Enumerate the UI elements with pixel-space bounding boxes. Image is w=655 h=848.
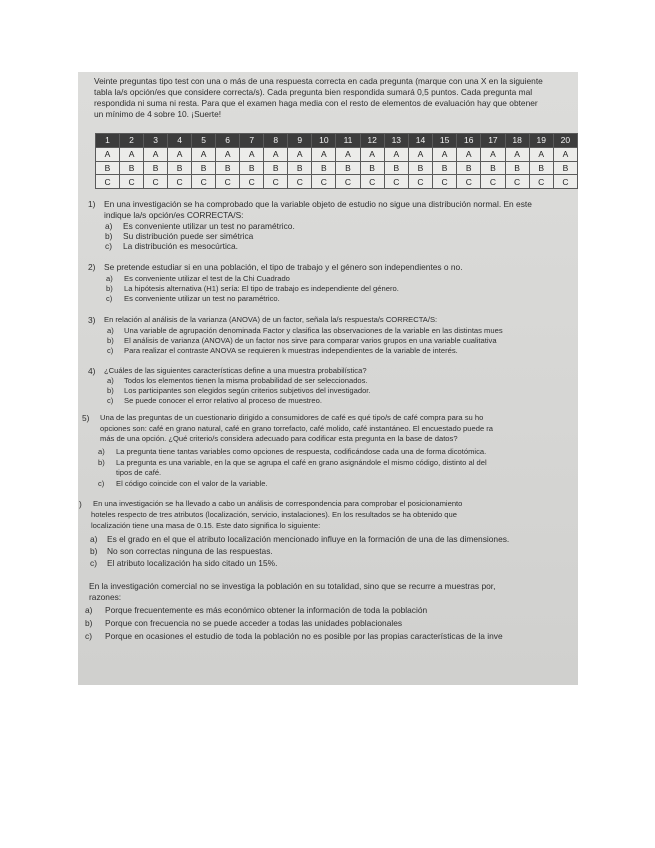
answer-cell[interactable]: A [336,147,360,161]
answer-cell[interactable]: A [168,147,192,161]
answer-cell[interactable]: C [168,175,192,189]
option-letter: b) [107,386,114,395]
answer-cell[interactable]: B [264,161,288,175]
question-number-cell: 13 [384,134,408,148]
intro-line: Veinte preguntas tipo test con una o más de una respuesta correcta en cada pregunta (marque con una X en la siguiente [94,76,543,86]
question-number-cell: 9 [288,134,312,148]
answer-row [96,175,578,189]
answer-cell[interactable]: B [168,161,192,175]
option-text: Porque en ocasiones el estudio de toda la población no es posible por las propias características de la inve [105,631,503,641]
answer-cell[interactable]: A [264,147,288,161]
question-number: 5) [82,413,90,423]
answer-cell[interactable]: A [96,147,120,161]
answer-cell[interactable]: A [312,147,336,161]
option-text: El análisis de varianza (ANOVA) de un factor nos sirve para comparar varios grupos en una variable cualitativa [124,336,497,345]
answer-cell[interactable]: C [553,175,577,189]
answer-cell[interactable]: C [240,175,264,189]
answer-cell[interactable]: A [240,147,264,161]
question-number-cell: 7 [240,134,264,148]
question-number-cell: 3 [144,134,168,148]
exam-sheet [78,72,578,685]
answer-cell[interactable]: A [360,147,384,161]
answer-cell[interactable]: A [120,147,144,161]
answer-cell[interactable]: B [288,161,312,175]
option-text: Se puede conocer el error relativo al proceso de muestreo. [124,396,322,405]
question-number: 4) [88,366,96,376]
answer-cell[interactable]: C [144,175,168,189]
answer-cell[interactable]: B [481,161,505,175]
option-letter: c) [105,241,112,251]
answer-cell[interactable]: A [192,147,216,161]
option-text: Es conveniente utilizar el test de la Chi Cuadrado [124,274,290,283]
answer-cell[interactable]: C [529,175,553,189]
answer-cell[interactable]: B [433,161,457,175]
question-number-cell: 8 [264,134,288,148]
question-stem: más de una opción. ¿Qué criterio/s considera adecuado para codificar esta pregunta en la base de datos? [100,434,458,443]
question-number-cell: 19 [529,134,553,148]
option-text: La pregunta es una variable, en la que se agrupa el café en grano asignándole el mismo código, distinto al del [116,458,487,467]
answer-cell[interactable]: B [457,161,481,175]
option-text: Porque frecuentemente es más económico obtener la información de toda la población [105,605,428,615]
question-stem: En la investigación comercial no se investiga la población en su totalidad, sino que se recurre a muestras por, [89,581,496,591]
answer-cell[interactable]: A [408,147,432,161]
option-letter: a) [98,447,105,456]
question-number-cell: 14 [408,134,432,148]
answer-cell[interactable]: C [120,175,144,189]
option-text: La pregunta tiene tantas variables como opciones de respuesta, codificándose cada una de forma dicotómica. [116,447,487,456]
option-letter: c) [107,396,114,405]
answer-cell[interactable]: C [216,175,240,189]
question-stem: Se pretende estudiar si en una población, el tipo de trabajo y el género son independientes o no. [104,262,463,272]
option-letter: a) [90,534,98,544]
answer-cell[interactable]: B [360,161,384,175]
answer-cell[interactable]: C [433,175,457,189]
question-number-cell: 4 [168,134,192,148]
question-number-cell: 15 [433,134,457,148]
question-stem: Una de las preguntas de un cuestionario dirigido a consumidores de café es qué tipo/s de café compra para su ho [100,413,484,422]
question-number-cell: 11 [336,134,360,148]
question-number: ) [79,499,82,509]
answer-cell[interactable]: B [336,161,360,175]
answer-cell[interactable]: C [384,175,408,189]
option-text: El atributo localización ha sido citado un 15%. [107,558,278,568]
option-letter: c) [90,558,97,568]
answer-row [96,147,578,161]
question-number: 2) [88,262,96,272]
intro-line: respondida ni suma ni resta. Para que el examen haga media con el resto de elementos de evaluación hay que obtener [94,98,538,108]
option-letter: a) [107,326,114,335]
question-stem: En una investigación se ha llevado a cabo un análisis de correspondencia para comprobar el posicionamiento [93,499,463,508]
option-letter: b) [85,618,93,628]
question-stem: opciones son: café en grano natural, café en grano torrefacto, café molido, café instantáneo. El encuestado puede ra [100,424,494,433]
answer-cell[interactable]: C [312,175,336,189]
answer-cell[interactable]: C [336,175,360,189]
option-letter: a) [85,605,93,615]
answer-cell[interactable]: A [505,147,529,161]
question-stem: localización tiene una masa de 0.15. Este dato significa lo siguiente: [91,521,321,530]
answer-cell[interactable]: B [384,161,408,175]
option-letter: a) [105,221,113,231]
question-number-cell: 18 [505,134,529,148]
answer-cell[interactable]: C [192,175,216,189]
question-number-cell: 1 [96,134,120,148]
answer-cell[interactable]: C [288,175,312,189]
option-letter: a) [106,274,113,283]
option-text: El código coincide con el valor de la variable. [116,479,268,488]
answer-cell[interactable]: C [457,175,481,189]
answer-cell[interactable]: B [312,161,336,175]
question-number-cell: 5 [192,134,216,148]
answer-cell[interactable]: B [96,161,120,175]
answer-cell[interactable]: A [433,147,457,161]
question-stem: En una investigación se ha comprobado que la variable objeto de estudio no sigue una distribución normal. En este [104,199,532,209]
answer-cell[interactable]: B [529,161,553,175]
option-text: Una variable de agrupación denominada Factor y clasifica las observaciones de la variable en las distintas mues [124,326,503,335]
answer-cell[interactable]: C [481,175,505,189]
question-stem: indique la/s opción/es CORRECTA/S: [104,210,244,220]
question-number: 3) [88,315,96,325]
answer-cell[interactable]: A [529,147,553,161]
question-number-cell: 2 [120,134,144,148]
answer-cell[interactable]: C [505,175,529,189]
question-stem: En relación al análisis de la varianza (ANOVA) de un factor, señala la/s respuesta/s CORRECTA/S: [104,315,438,324]
answer-cell[interactable]: B [144,161,168,175]
option-text: Es el grado en el que el atributo localización mencionado influye en la formación de una de las dimensiones. [107,534,510,544]
option-letter: b) [105,231,113,241]
answer-cell[interactable]: B [240,161,264,175]
question-stem: ¿Cuáles de las siguientes características define a una muestra probabilística? [104,366,367,375]
question-number-cell: 12 [360,134,384,148]
answer-cell[interactable]: C [408,175,432,189]
option-letter: c) [106,294,113,303]
question-number-cell: 17 [481,134,505,148]
option-text: Para realizar el contraste ANOVA se requieren k muestras independientes de la variable de interés. [124,346,458,355]
answer-cell[interactable]: A [481,147,505,161]
option-text: Es conveniente utilizar un test no paramétrico. [124,294,280,303]
question-stem: razones: [89,592,122,602]
option-letter: b) [98,458,105,467]
option-letter: b) [107,336,114,345]
answer-cell[interactable]: A [216,147,240,161]
answer-cell[interactable]: A [144,147,168,161]
option-text: Su distribución puede ser simétrica [123,231,254,241]
intro-line: un mínimo de 4 sobre 10. ¡Suerte! [94,109,222,119]
answer-grid [95,133,578,189]
option-letter: b) [106,284,113,293]
option-letter: c) [85,631,92,641]
answer-cell[interactable]: A [553,147,577,161]
answer-cell[interactable]: B [553,161,577,175]
option-letter: c) [107,346,114,355]
question-number-cell: 10 [312,134,336,148]
question-number-cell: 6 [216,134,240,148]
answer-cell[interactable]: A [457,147,481,161]
option-letter: c) [98,479,105,488]
option-text: Los participantes son elegidos según criterios subjetivos del investigador. [124,386,371,395]
option-text: Es conveniente utilizar un test no paramétrico. [123,221,295,231]
option-text: La distribución es mesocúrtica. [123,241,238,251]
answer-cell[interactable]: B [120,161,144,175]
answer-cell[interactable]: A [288,147,312,161]
answer-row [96,161,578,175]
answer-cell[interactable]: B [408,161,432,175]
option-text: Todos los elementos tienen la misma probabilidad de ser seleccionados. [124,376,368,385]
answer-cell[interactable]: C [360,175,384,189]
intro-line: tabla la/s opción/es que considere correcta/s). Cada pregunta bien respondida sumará 0,5 puntos. Cada pregunta mal [94,87,533,97]
question-stem: hoteles respecto de tres atributos (localización, servicio, instalaciones). En los resultados se ha obtenido que [91,510,457,519]
answer-cell[interactable]: C [264,175,288,189]
answer-cell[interactable]: A [384,147,408,161]
answer-cell[interactable]: B [505,161,529,175]
question-number-cell: 16 [457,134,481,148]
question-number: 1) [88,199,96,209]
answer-grid-header [96,134,578,148]
option-letter: b) [90,546,98,556]
option-text: Porque con frecuencia no se puede acceder a todas las unidades poblacionales [105,618,403,628]
option-text: La hipótesis alternativa (H1) sería: El tipo de trabajo es independiente del género. [124,284,399,293]
option-letter: a) [107,376,114,385]
option-text: No son correctas ninguna de las respuestas. [107,546,273,556]
answer-cell[interactable]: B [216,161,240,175]
question-number-cell: 20 [553,134,577,148]
option-text: tipos de café. [116,468,162,477]
answer-cell[interactable]: C [96,175,120,189]
answer-cell[interactable]: B [192,161,216,175]
